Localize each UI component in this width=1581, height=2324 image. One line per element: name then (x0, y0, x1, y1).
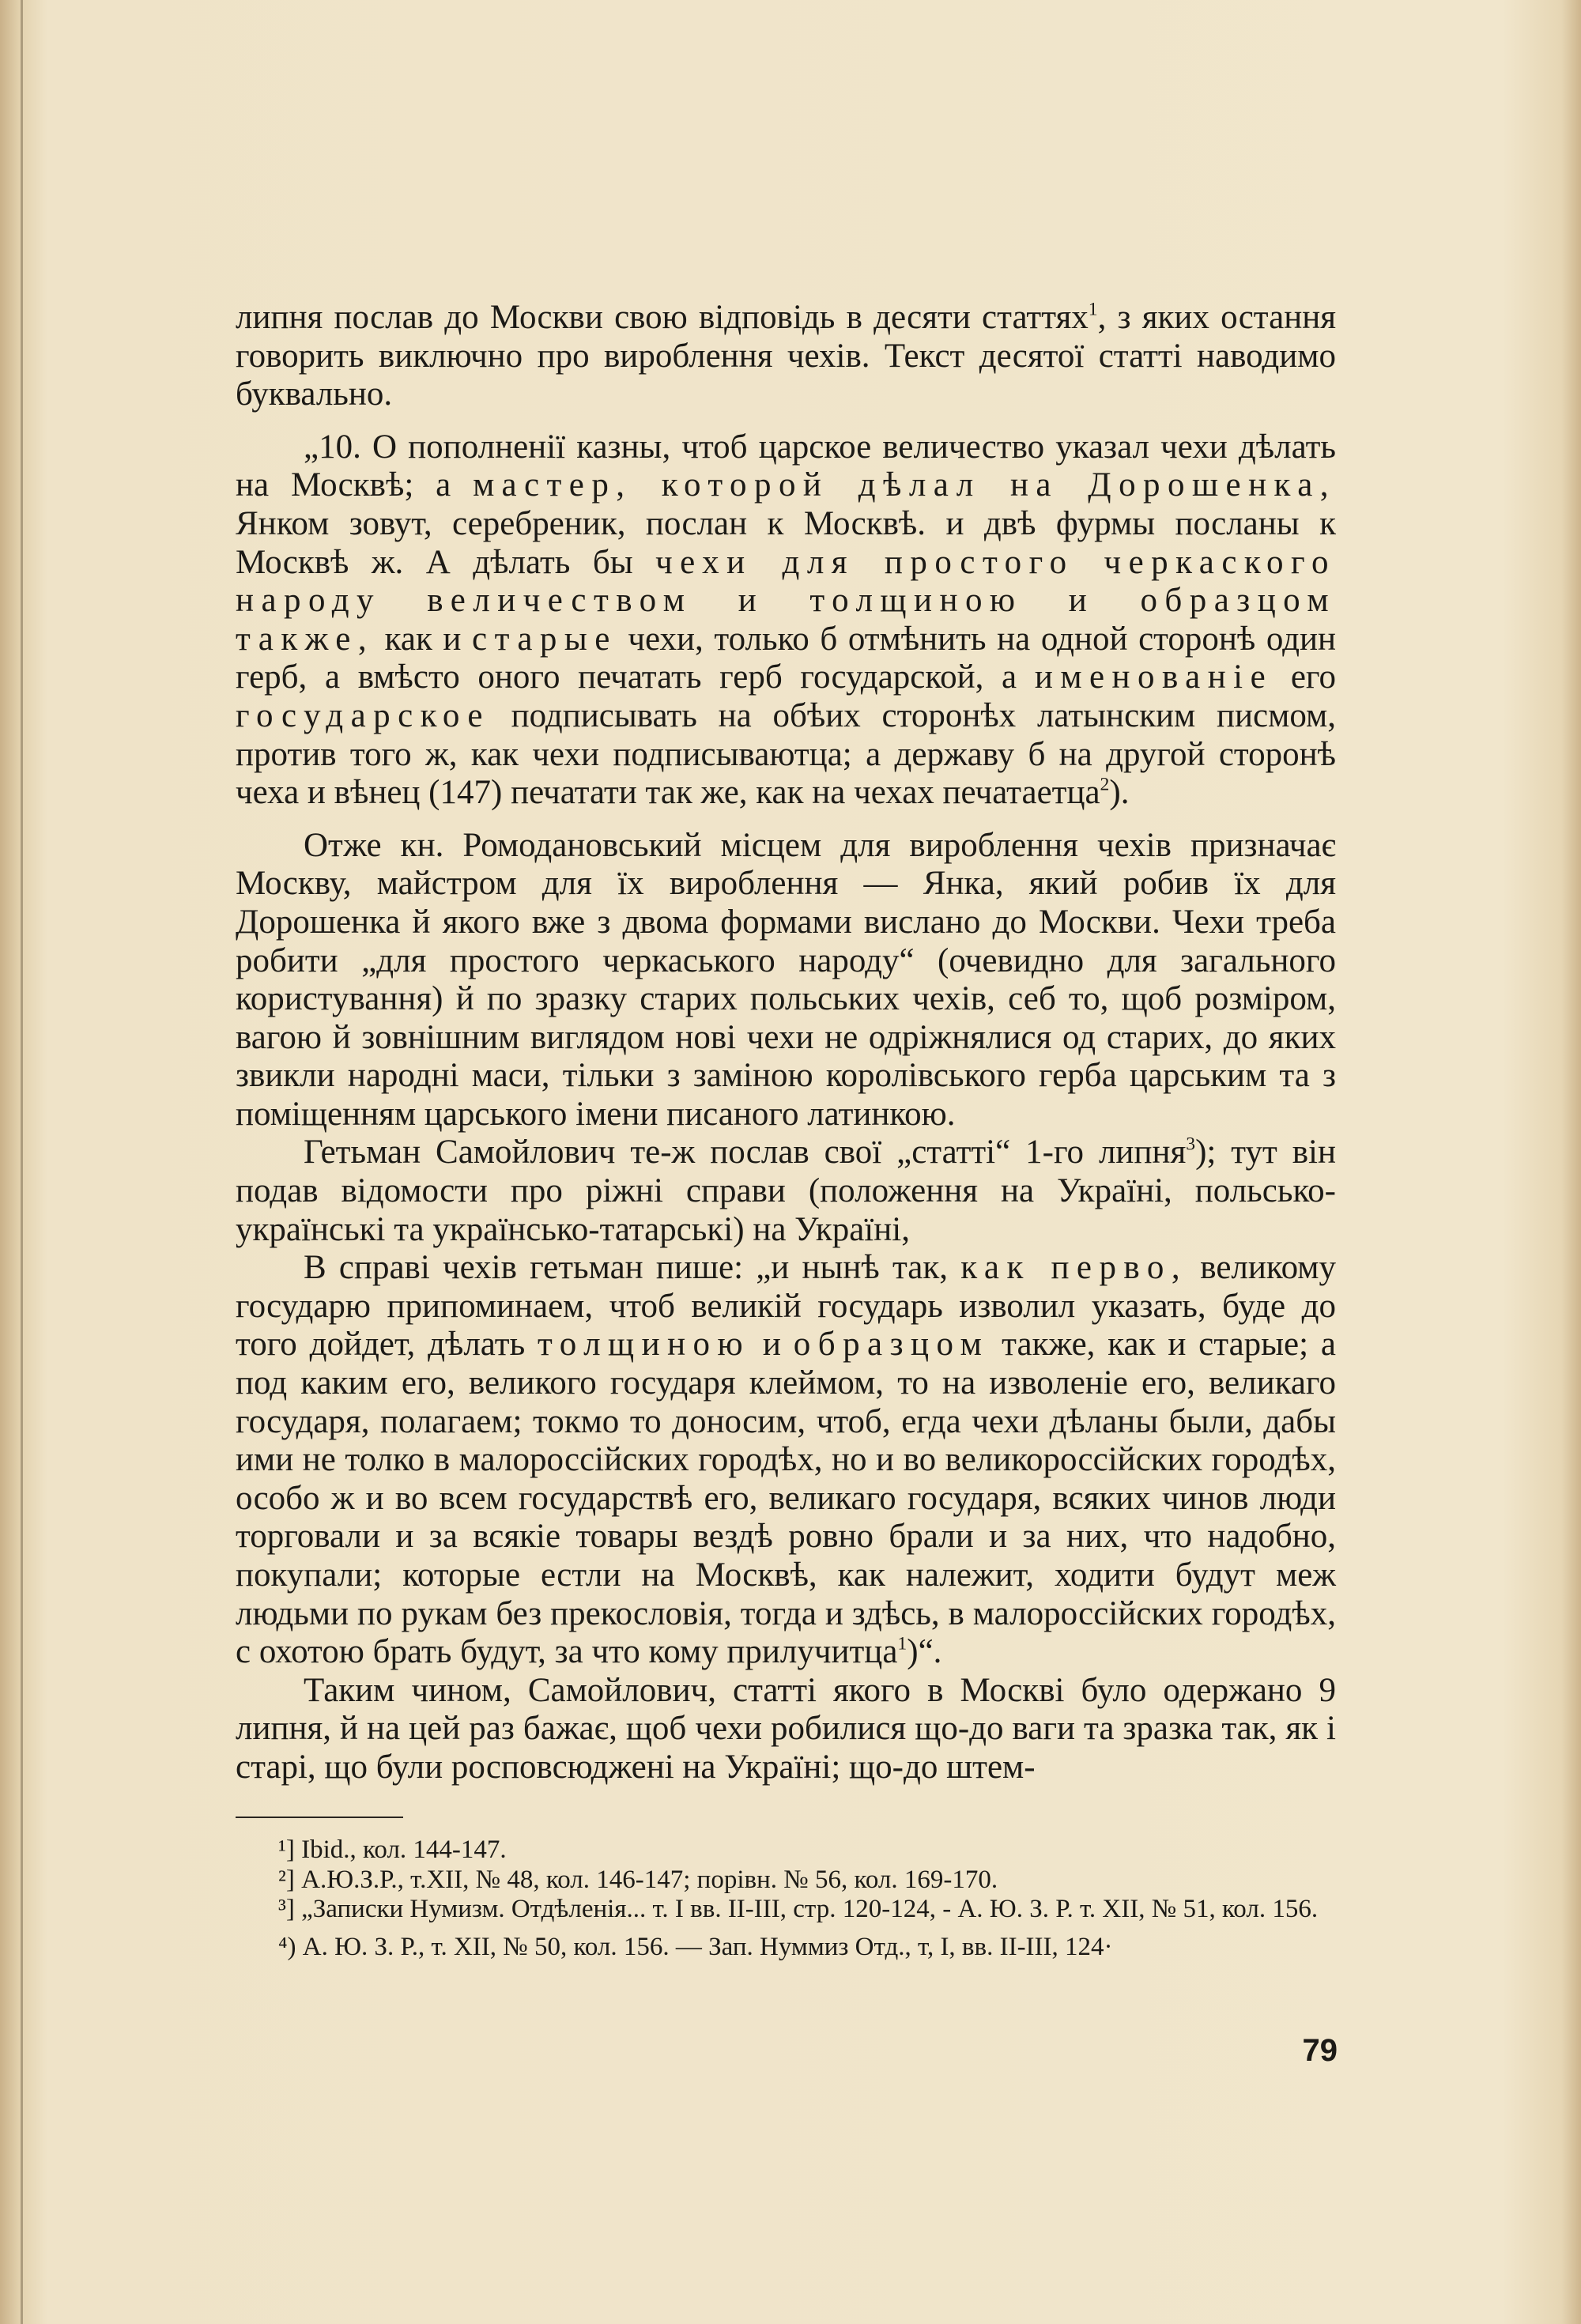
text-run: великому государю припоминаем, чтоб великій государь изволил указать, буде до того дойдет, дѣлать (236, 1249, 1336, 1364)
spaced-emphasis: государское (236, 696, 490, 734)
footnote-3: ³] „Записки Нумизм. Отдѣленія... т. I вв. II-III, стр. 120-124, - А. Ю. З. Р. т. XII, № 51, кол. 156. (278, 1895, 1319, 1923)
spaced-emphasis: мастер, которой дѣлал на Дорошенка, (473, 466, 1336, 504)
text-run: „10. О пополненії казны, чтоб царское величество указал чехи дѣлать на Москвѣ; а (236, 428, 1336, 504)
text-run: ); тут він подав відомости про ріжні справи (положення на Україні, польсько-українські та українсько-татарські) на Україні, (236, 1134, 1337, 1248)
footnote-2: ²] А.Ю.З.Р., т.XII, № 48, кол. 146-147; порівн. № 56, кол. 169-170. (278, 1865, 998, 1894)
text-run: ). (1109, 774, 1130, 812)
binding-shadow (21, 0, 23, 2324)
text-run: также, как и старые; а под каким его, великого государя клеймом, то на изволеніе его, великаго государя, полагаем; токмо то доносим, чтоб, егда чехи дѣланы были, дабы ими не толко в малороссійских городѣх, но и во великороссійских городѣх, особо ж и во всем государствѣ его, великаго государя, всяких чинов люди торговали и за всякіе товары вездѣ ровно брали и за них, что надобно, покупали; которые естли на Москвѣ, как належит, ходити будут меж людьми по рукам без прекословія, тогда и здѣсь, в малороссійских городѣх, с охотою брать будут, за что кому прилучитца (236, 1326, 1337, 1671)
text-run: подписывать на обѣих сторонѣх латынским писмом, против того ж, как чехи подписываютца; а державу б на другой сторонѣ чеха и вѣнец (147) печатати так же, как на чехах печатаетца (236, 696, 1336, 812)
text-run: чехи, только б отмѣнить на одной сторонѣ один герб, а вмѣсто оного печатать герб государской, а (236, 620, 1336, 696)
text-run: его (1273, 658, 1336, 696)
main-text (236, 299, 1336, 1787)
paragraph-2-quote (236, 428, 1336, 813)
footnotes (236, 1835, 1336, 1962)
footnote-4: ⁴) А. Ю. З. Р., т. XII, № 50, кол. 156. — Зап. Нуммиз Отд., т, I, вв. II-III, 124· (278, 1932, 1113, 1961)
spaced-emphasis: как перво, (960, 1249, 1188, 1287)
page-number: 79 (1302, 2033, 1338, 2068)
paragraph-1 (236, 299, 1336, 414)
spaced-emphasis: образцом (793, 1326, 990, 1364)
footnote-1: ¹] Ibid., кол. 144-147. (278, 1835, 507, 1864)
text-run: Гетьман Самойлович те-ж послав свої „статті“ 1-го липня (304, 1134, 1187, 1171)
footnote-ref: 3 (1186, 1134, 1196, 1155)
text-run: как и (374, 620, 473, 658)
spaced-emphasis: именованіе (1034, 658, 1273, 696)
text-run: )“. (907, 1633, 942, 1671)
spaced-emphasis: старые (472, 620, 617, 658)
footnote-divider (236, 1817, 403, 1818)
text-run: и (750, 1326, 794, 1364)
footnote-ref: 2 (1100, 774, 1110, 795)
text-run: Янком зовут, серебреник, послан к Москвѣ. и двѣ фурмы посланы к Москвѣ ж. А дѣлать бы (236, 504, 1336, 581)
text-run: липня послав до Москви свою відповідь в десяти статтях (236, 299, 1089, 336)
footnote-ref: 1 (1088, 299, 1098, 320)
spaced-emphasis: толщиною (538, 1326, 751, 1364)
paragraph-6: Таким чином, Самойлович, статті якого в Москві було одержано 9 липня, й на цей раз бажає, щоб чехи робилися що-до ваги та зразка так, як і старі, що були росповсюджені на Україні; що-до штем- (236, 1671, 1336, 1786)
spaced-emphasis: чехи для простого черкаского народу величеством и толщиною и образцом также, (236, 543, 1337, 658)
paragraph-4 (236, 1134, 1336, 1249)
text-run: , з яких остання говорить виключно про вироблення чехів. Текст десятої статті наводимо буквально. (236, 299, 1336, 413)
paragraph-3: Отже кн. Ромодановський місцем для вироблення чехів призначає Москву, майстром для їх вироблення — Янка, який робив їх для Дорошенка й якого вже з двома формами вислано до Москви. Чехи треба робити „для простого черкаського народу“ (очевидно для загального користування) й по зразку старих польських чехів, себ то, щоб розміром, вагою й зовнішним виглядом нові чехи не одріжнялися од старих, до яких звикли народні маси, тільки з заміною королівського герба царським та з поміщенням царського імени писаного латинкою. (236, 826, 1336, 1133)
text-run: В справі чехів гетьман пише: „и нынѣ так, (304, 1249, 961, 1287)
footnote-ref: 1 (897, 1633, 907, 1654)
paragraph-5-quote (236, 1249, 1336, 1672)
